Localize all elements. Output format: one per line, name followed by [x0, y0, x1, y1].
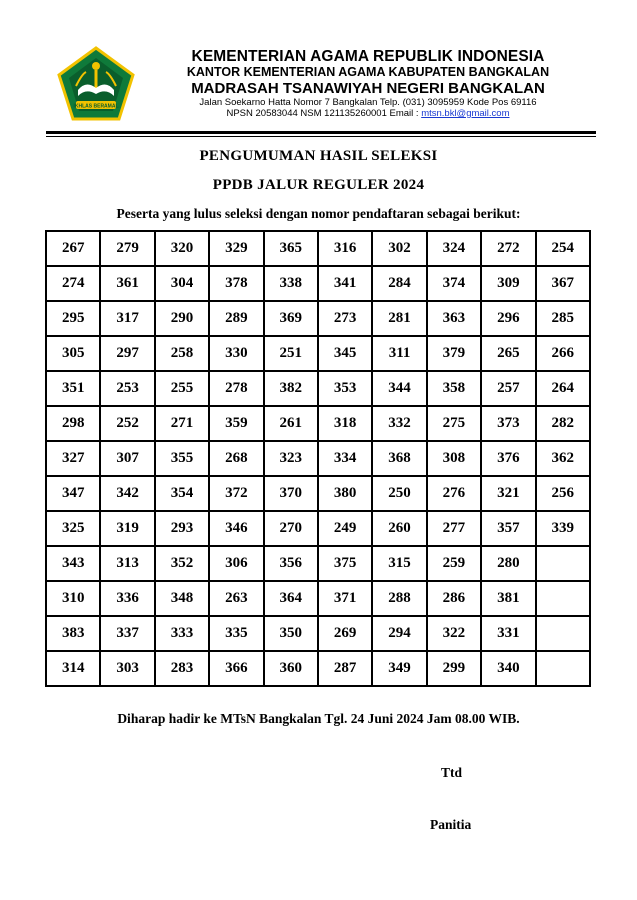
table-cell [536, 651, 590, 686]
table-row [46, 476, 590, 511]
table-cell: 322 [427, 616, 481, 651]
table-cell: 325 [46, 511, 100, 546]
table-cell: 335 [209, 616, 263, 651]
table-cell: 308 [427, 441, 481, 476]
table-cell: 260 [372, 511, 426, 546]
letterhead [0, 0, 637, 136]
table-cell: 346 [209, 511, 263, 546]
table-cell: 365 [264, 231, 318, 266]
table-cell: 353 [318, 371, 372, 406]
table-cell: 370 [264, 476, 318, 511]
table-cell: 364 [264, 581, 318, 616]
table-cell [536, 581, 590, 616]
table-cell: 360 [264, 651, 318, 686]
table-cell: 279 [100, 231, 154, 266]
office-name: KANTOR KEMENTERIAN AGAMA KABUPATEN BANGKALAN [186, 65, 550, 79]
table-cell: 356 [264, 546, 318, 581]
table-cell: 367 [536, 266, 590, 301]
table-cell: 337 [100, 616, 154, 651]
table-cell: 278 [209, 371, 263, 406]
letterhead-divider-thin [46, 136, 596, 137]
table-cell: 317 [100, 301, 154, 336]
table-cell: 373 [481, 406, 535, 441]
kemenag-logo-icon [56, 46, 136, 122]
table-cell: 361 [100, 266, 154, 301]
table-cell: 357 [481, 511, 535, 546]
table-cell: 293 [155, 511, 209, 546]
table-cell: 339 [536, 511, 590, 546]
table-cell: 371 [318, 581, 372, 616]
announcement-title: PENGUMUMAN HASIL SELEKSI [199, 148, 438, 164]
table-cell: 354 [155, 476, 209, 511]
table-cell: 276 [427, 476, 481, 511]
table-cell: 318 [318, 406, 372, 441]
table-row [46, 371, 590, 406]
table-cell: 315 [372, 546, 426, 581]
table-cell: 271 [155, 406, 209, 441]
table-cell: 316 [318, 231, 372, 266]
letterhead-text [150, 48, 586, 119]
table-cell: 314 [46, 651, 100, 686]
table-cell [536, 546, 590, 581]
table-cell: 287 [318, 651, 372, 686]
table-cell: 359 [209, 406, 263, 441]
table-cell: 273 [318, 301, 372, 336]
table-cell: 352 [155, 546, 209, 581]
table-cell: 351 [46, 371, 100, 406]
table-cell: 256 [536, 476, 590, 511]
table-row [46, 301, 590, 336]
table-cell: 290 [155, 301, 209, 336]
table-cell: 383 [46, 616, 100, 651]
table-cell: 272 [481, 231, 535, 266]
table-cell: 362 [536, 441, 590, 476]
table-cell: 334 [318, 441, 372, 476]
table-cell: 311 [372, 336, 426, 371]
table-row [46, 336, 590, 371]
table-cell: 297 [100, 336, 154, 371]
table-row [46, 266, 590, 301]
table-cell: 348 [155, 581, 209, 616]
table-cell: 304 [155, 266, 209, 301]
table-cell: 310 [46, 581, 100, 616]
letterhead-divider-thick [46, 131, 596, 134]
table-cell: 295 [46, 301, 100, 336]
table-cell: 355 [155, 441, 209, 476]
table-cell: 305 [46, 336, 100, 371]
results-table [45, 230, 591, 687]
table-cell: 368 [372, 441, 426, 476]
table-cell: 379 [427, 336, 481, 371]
email-link[interactable]: mtsn.bkl@gmail.com [421, 108, 510, 119]
table-cell: 251 [264, 336, 318, 371]
table-cell: 363 [427, 301, 481, 336]
table-cell: 313 [100, 546, 154, 581]
table-cell: 270 [264, 511, 318, 546]
table-cell: 264 [536, 371, 590, 406]
table-cell: 249 [318, 511, 372, 546]
table-cell: 321 [481, 476, 535, 511]
table-cell: 282 [536, 406, 590, 441]
table-cell: 285 [536, 301, 590, 336]
ministry-name: KEMENTERIAN AGAMA REPUBLIK INDONESIA [191, 48, 545, 65]
table-cell: 265 [481, 336, 535, 371]
announcement-subtitle: PPDB JALUR REGULER 2024 [212, 177, 425, 193]
table-cell: 294 [372, 616, 426, 651]
table-cell: 338 [264, 266, 318, 301]
table-row [46, 651, 590, 686]
table-cell: 332 [372, 406, 426, 441]
table-cell: 344 [372, 371, 426, 406]
table-row [46, 581, 590, 616]
table-cell: 307 [100, 441, 154, 476]
table-cell: 250 [372, 476, 426, 511]
table-cell: 303 [100, 651, 154, 686]
school-address: Jalan Soekarno Hatta Nomor 7 Bangkalan Telp. (031) 3095959 Kode Pos 69116 [199, 97, 537, 108]
npsn-nsm: NPSN 20583044 NSM 121135260001 Email : [226, 108, 422, 119]
school-name: MADRASAH TSANAWIYAH NEGERI BANGKALAN [191, 80, 545, 97]
table-cell: 378 [209, 266, 263, 301]
table-cell: 283 [155, 651, 209, 686]
table-cell: 372 [209, 476, 263, 511]
table-cell: 309 [481, 266, 535, 301]
table-cell: 341 [318, 266, 372, 301]
table-cell: 343 [46, 546, 100, 581]
table-cell: 280 [481, 546, 535, 581]
table-cell: 323 [264, 441, 318, 476]
table-cell: 375 [318, 546, 372, 581]
table-cell: 347 [46, 476, 100, 511]
table-cell: 376 [481, 441, 535, 476]
table-cell: 380 [318, 476, 372, 511]
table-cell: 259 [427, 546, 481, 581]
table-cell: 281 [372, 301, 426, 336]
table-cell: 296 [481, 301, 535, 336]
table-cell: 257 [481, 371, 535, 406]
table-cell: 340 [481, 651, 535, 686]
table-cell: 266 [536, 336, 590, 371]
table-cell: 366 [209, 651, 263, 686]
table-cell: 275 [427, 406, 481, 441]
table-cell: 345 [318, 336, 372, 371]
table-cell: 269 [318, 616, 372, 651]
table-cell: 350 [264, 616, 318, 651]
table-cell: 342 [100, 476, 154, 511]
results-table-body [46, 231, 590, 686]
table-cell: 261 [264, 406, 318, 441]
table-cell: 254 [536, 231, 590, 266]
table-cell: 329 [209, 231, 263, 266]
table-cell: 382 [264, 371, 318, 406]
logo-motto: IKHLAS BERAMAL [73, 103, 119, 110]
signature-ttd: Ttd [441, 765, 463, 780]
table-cell: 319 [100, 511, 154, 546]
table-cell: 333 [155, 616, 209, 651]
table-cell: 369 [264, 301, 318, 336]
table-cell: 289 [209, 301, 263, 336]
table-cell: 253 [100, 371, 154, 406]
table-row [46, 511, 590, 546]
table-cell: 252 [100, 406, 154, 441]
table-cell: 263 [209, 581, 263, 616]
announcement-intro: Peserta yang lulus seleksi dengan nomor pendaftaran sebagai berikut: [116, 206, 521, 221]
table-row [46, 406, 590, 441]
school-ids [150, 108, 586, 119]
table-cell: 299 [427, 651, 481, 686]
table-cell: 258 [155, 336, 209, 371]
table-row [46, 616, 590, 651]
table-cell: 336 [100, 581, 154, 616]
table-cell: 255 [155, 371, 209, 406]
table-cell: 381 [481, 581, 535, 616]
table-cell: 284 [372, 266, 426, 301]
table-cell: 286 [427, 581, 481, 616]
table-cell: 358 [427, 371, 481, 406]
table-cell: 268 [209, 441, 263, 476]
table-cell [536, 616, 590, 651]
attendance-notice: Diharap hadir ke MTsN Bangkalan Tgl. 24 Juni 2024 Jam 08.00 WIB. [117, 711, 520, 726]
table-cell: 267 [46, 231, 100, 266]
table-cell: 298 [46, 406, 100, 441]
table-cell: 302 [372, 231, 426, 266]
table-cell: 288 [372, 581, 426, 616]
table-cell: 277 [427, 511, 481, 546]
table-cell: 349 [372, 651, 426, 686]
table-cell: 374 [427, 266, 481, 301]
table-cell: 324 [427, 231, 481, 266]
table-cell: 306 [209, 546, 263, 581]
table-row [46, 441, 590, 476]
table-cell: 331 [481, 616, 535, 651]
table-cell: 274 [46, 266, 100, 301]
table-cell: 330 [209, 336, 263, 371]
table-cell: 320 [155, 231, 209, 266]
table-row [46, 231, 590, 266]
table-cell: 327 [46, 441, 100, 476]
table-row [46, 546, 590, 581]
signature-committee: Panitia [430, 817, 472, 832]
